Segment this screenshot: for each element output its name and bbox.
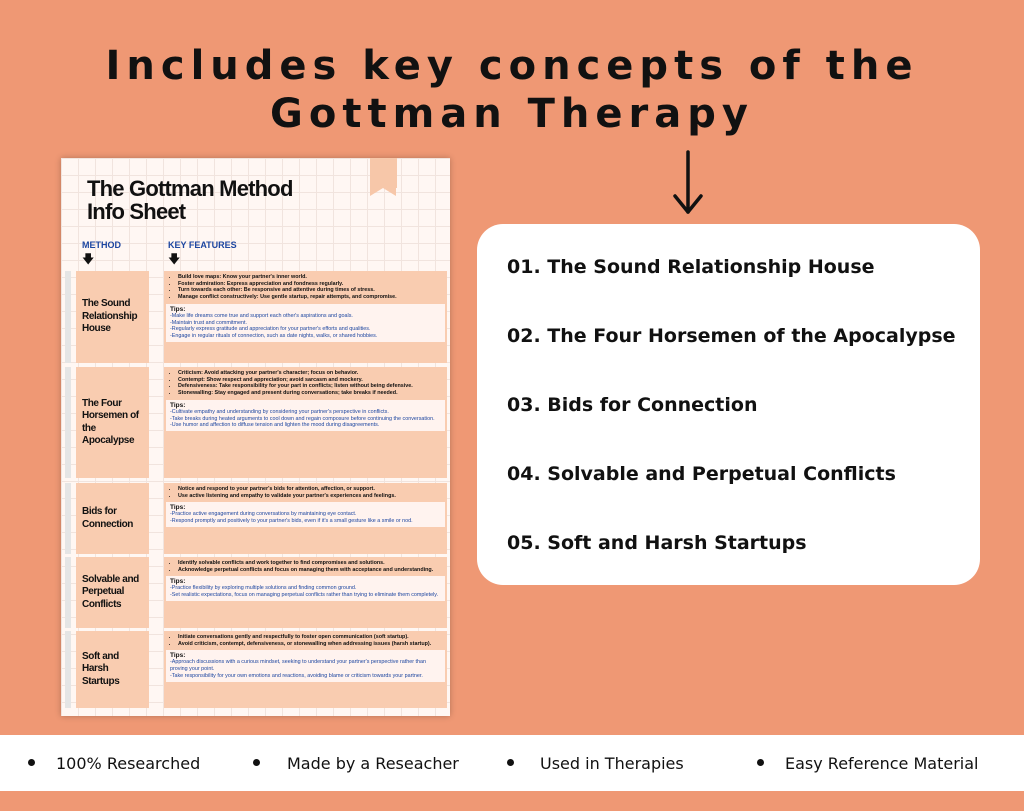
feature-list — [166, 486, 445, 499]
tips-title: Tips: — [170, 652, 186, 660]
bullet-icon — [507, 759, 514, 766]
method-cell — [76, 367, 149, 478]
concepts-card — [477, 224, 980, 585]
feature-item: 100% Researched — [56, 754, 201, 773]
method-cell — [76, 271, 149, 363]
method-label: The Sound Relationship House — [82, 298, 138, 335]
feature-bullet: • Identify solvable conflicts and work together to find compromises and solutions. — [178, 560, 445, 567]
sheet-title: The Gottman Method Info Sheet — [87, 176, 293, 224]
concept-item: 03. Bids for Connection — [507, 394, 758, 416]
method-column-header: METHOD — [82, 240, 121, 250]
tip-line: -Cultivate empathy and understanding by considering your partner's perspective in conflicts. — [170, 408, 389, 415]
arrow-down-icon: 🡇 — [82, 252, 95, 266]
row-marker — [65, 557, 71, 628]
feature-bullet: • Build love maps: Know your partner's inner world. — [178, 274, 445, 281]
headline-line-1: Includes key concepts of the — [105, 43, 919, 89]
bullet-icon — [757, 759, 764, 766]
tip-line: -Practice flexibility by exploring multiple solutions and finding common ground. — [170, 585, 357, 592]
row-marker — [65, 367, 71, 478]
features-column-header: KEY FEATURES — [168, 240, 237, 250]
feature-bullet: • Defensiveness: Take responsibility for your part in conflicts; listen without being defensive. — [178, 383, 445, 390]
tips-title: Tips: — [170, 504, 186, 512]
tip-line: -Engage in regular rituals of connection, such as date nights, walks, or shared hobbies. — [170, 332, 378, 339]
features-cell — [164, 557, 447, 628]
feature-bullet: • Turn towards each other: Be responsive and attentive during times of stress. — [178, 287, 445, 294]
tip-line: -Respond promptly and positively to your partner's bids, even if it's a small gesture like a smile or nod. — [170, 518, 413, 525]
tip-line: -Set realistic expectations, focus on managing perpetual conflicts rather than trying to eliminate them completely. — [170, 592, 439, 599]
feature-bullet: • Acknowledge perpetual conflicts and focus on managing them with acceptance and understanding. — [178, 567, 445, 574]
feature-bullet: • Notice and respond to your partner's bids for attention, affection, or support. — [178, 486, 445, 493]
feature-bullet: • Stonewalling: Stay engaged and present during conversations; take breaks if needed. — [178, 390, 445, 397]
feature-bullet: • Criticism: Avoid attacking your partner's character; focus on behavior. — [178, 370, 445, 377]
row-marker — [65, 631, 71, 708]
arrow-down-icon: 🡇 — [168, 252, 181, 266]
tips-box — [166, 400, 445, 431]
concept-item: 05. Soft and Harsh Startups — [507, 532, 807, 554]
features-cell — [164, 483, 447, 554]
tips-title: Tips: — [170, 401, 186, 409]
features-cell — [164, 271, 447, 363]
arrow-down-icon — [670, 150, 706, 216]
feature-list — [166, 560, 445, 573]
method-label: The Four Horsemen of the Apocalypse — [82, 397, 139, 446]
tip-line: -Make life dreams come true and support each other's aspirations and goals. — [170, 312, 353, 319]
feature-item: Used in Therapies — [540, 754, 684, 773]
feature-bullet: • Avoid criticism, contempt, defensiveness, or stonewalling when addressing issues (harsh startup). — [178, 641, 445, 648]
feature-bullet: • Manage conflict constructively: Use gentle startup, repair attempts, and compromise. — [178, 294, 445, 301]
method-label: Solvable and Perpetual Conflicts — [82, 573, 139, 610]
concept-item: 04. Solvable and Perpetual Conflicts — [507, 463, 896, 485]
tips-box — [166, 502, 445, 526]
tip-line: -Use humor and affection to diffuse tension and lighten the mood during disagreements. — [170, 422, 380, 429]
bullet-icon — [253, 759, 260, 766]
feature-bullet: • Foster admiration: Express appreciation and fondness regularly. — [178, 281, 445, 288]
feature-list — [166, 370, 445, 397]
info-sheet — [61, 158, 450, 716]
tip-line: -Maintain trust and commitment. — [170, 319, 247, 326]
tips-box — [166, 304, 445, 342]
headline-line-2: Gottman Therapy — [270, 91, 754, 137]
feature-list — [166, 274, 445, 301]
tips-box — [166, 576, 445, 600]
tips-box — [166, 650, 445, 681]
method-cell — [76, 557, 149, 628]
feature-item: Easy Reference Material — [785, 754, 979, 773]
concept-item: 01. The Sound Relationship House — [507, 256, 875, 278]
tip-line: -Take responsibility for your own emotions and reactions, avoiding blame or criticism towards your partner. — [170, 672, 423, 679]
feature-list — [166, 634, 445, 647]
tips-title: Tips: — [170, 305, 186, 313]
method-cell — [76, 631, 149, 708]
row-marker — [65, 483, 71, 554]
row-marker — [65, 271, 71, 363]
tip-line: -Approach discussions with a curious mindset, seeking to understand your partner's perspective rather than proving your point. — [170, 659, 427, 673]
method-cell — [76, 483, 149, 554]
feature-bullet: • Contempt: Show respect and appreciation; avoid sarcasm and mockery. — [178, 377, 445, 384]
concept-item: 02. The Four Horsemen of the Apocalypse — [507, 325, 956, 347]
tip-line: -Take breaks during heated arguments to cool down and regain composure before continuing the conversation. — [170, 415, 435, 422]
bullet-icon — [28, 759, 35, 766]
tip-line: -Practice active engagement during conversations by maintaining eye contact. — [170, 511, 357, 518]
method-label: Bids for Connection — [82, 506, 133, 530]
feature-item: Made by a Reseacher — [287, 754, 459, 773]
bookmark-ribbon — [370, 158, 397, 188]
tips-title: Tips: — [170, 578, 186, 586]
features-band — [0, 735, 1024, 791]
feature-bullet: • Initiate conversations gently and respectfully to foster open communication (soft startup). — [178, 634, 445, 641]
features-cell — [164, 367, 447, 478]
tip-line: -Regularly express gratitude and appreciation for your partner's efforts and qualities. — [170, 326, 371, 333]
method-label: Soft and Harsh Startups — [82, 650, 120, 687]
features-cell — [164, 631, 447, 708]
feature-bullet: • Use active listening and empathy to validate your partner's experiences and feelings. — [178, 493, 445, 500]
headline — [0, 42, 1024, 138]
